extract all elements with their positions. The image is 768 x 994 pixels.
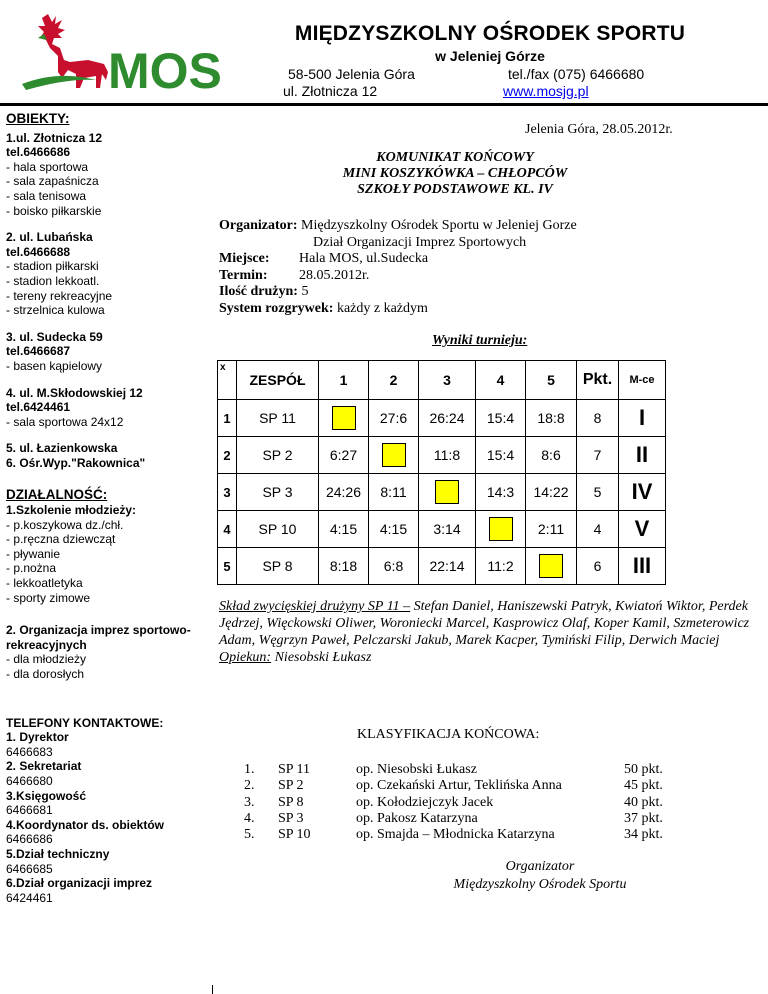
contact-number: 6466681 xyxy=(6,803,53,818)
list-item: SP 3 xyxy=(278,810,304,826)
header-phone: tel./fax (075) 6466680 xyxy=(508,66,645,82)
organizator-dept: Dział Organizacji Imprez Sportowych xyxy=(313,234,527,250)
place-cell: III xyxy=(619,548,666,585)
termin-value: 28.05.2012r. xyxy=(299,267,370,283)
score-cell: 22:14 xyxy=(419,548,476,585)
facility-item: - sala tenisowa xyxy=(6,188,87,203)
score-cell: 6:8 xyxy=(369,548,419,585)
team-cell: SP 3 xyxy=(237,474,319,511)
points-cell: 6 xyxy=(577,548,619,585)
points-cell: 7 xyxy=(577,437,619,474)
score-cell: 2:11 xyxy=(526,511,577,548)
address-street: ul. Złotnicza 12 xyxy=(283,83,378,99)
score-cell: 6:27 xyxy=(319,437,369,474)
mos-logo xyxy=(18,8,223,100)
list-item: 5. xyxy=(244,827,255,843)
table-row xyxy=(218,400,666,437)
facility-tel: tel.6466686 xyxy=(6,145,71,160)
winning-team-roster xyxy=(219,598,759,666)
place-cell: IV xyxy=(619,474,666,511)
list-item: SP 2 xyxy=(278,778,304,794)
facility-item: - tereny rekreacyjne xyxy=(6,288,113,303)
address-postal: 58-500 Jelenia Góra xyxy=(288,66,415,82)
list-item: 50 pkt. xyxy=(624,762,663,777)
table-row xyxy=(218,511,666,548)
ilosc-label: Ilość drużyn: xyxy=(219,284,298,299)
table-row xyxy=(218,548,666,585)
activity-item: - dla młodzieży xyxy=(6,652,87,667)
score-cell: 8:6 xyxy=(526,437,577,474)
system-label: System rozgrywek: xyxy=(219,300,334,316)
self-match-cell xyxy=(319,400,369,437)
organizator-value: Międzyszkolny Ośrodek Sportu w Jeleniej Gorze xyxy=(301,218,577,233)
facility-1 xyxy=(6,131,206,219)
self-match-marker xyxy=(489,517,513,541)
self-match-marker xyxy=(382,443,406,467)
self-match-cell xyxy=(369,437,419,474)
list-item: SP 11 xyxy=(278,762,311,777)
score-cell: 3:14 xyxy=(419,511,476,548)
facility-tel: tel.6466688 xyxy=(6,244,71,259)
score-cell: 26:24 xyxy=(419,400,476,437)
signature-line: Międzyszkolny Ośrodek Sportu xyxy=(453,877,627,892)
facility-3 xyxy=(6,330,206,374)
points-cell: 5 xyxy=(577,474,619,511)
facility-4 xyxy=(6,386,206,430)
score-cell: 27:6 xyxy=(369,400,419,437)
team-cell: SP 10 xyxy=(237,511,319,548)
komunikat-title xyxy=(300,150,610,198)
activity-item: - sporty zimowe xyxy=(6,590,91,605)
facility-item: - strzelnica kulowa xyxy=(6,303,105,318)
score-cell: 4:15 xyxy=(369,511,419,548)
list-item: op. Pakosz Katarzyna xyxy=(356,810,478,826)
team-cell: SP 8 xyxy=(237,548,319,585)
facility-5 xyxy=(6,441,206,470)
row-number: 5 xyxy=(218,548,237,585)
list-item: 3. xyxy=(244,794,255,810)
facility-item: - hala sportowa xyxy=(6,159,89,174)
termin-label: Termin: xyxy=(219,267,268,283)
contact-label: 5.Dział techniczny xyxy=(6,846,110,861)
activity-title: 1.Szkolenie młodzieży: xyxy=(6,503,137,518)
list-item: 45 pkt. xyxy=(624,778,663,794)
facility-item: - basen kąpielowy xyxy=(6,358,103,373)
sidebar-divider xyxy=(212,985,213,994)
score-cell: 11:8 xyxy=(419,437,476,474)
event-info xyxy=(219,218,577,317)
facility-title: 4. ul. M.Skłodowskiej 12 xyxy=(6,385,143,400)
score-cell: 14:3 xyxy=(476,474,526,511)
header-cell: 2 xyxy=(369,361,419,400)
team-column xyxy=(278,762,311,843)
score-cell: 15:4 xyxy=(476,400,526,437)
miejsce-value: Hala MOS, ul.Sudecka xyxy=(299,251,429,266)
score-cell: 4:15 xyxy=(319,511,369,548)
team-cell: SP 11 xyxy=(237,400,319,437)
header-cell: 4 xyxy=(476,361,526,400)
facility-item: - stadion lekkoatl. xyxy=(6,273,100,288)
header-divider xyxy=(0,103,768,106)
klasyfikacja-list xyxy=(244,762,684,847)
self-match-marker xyxy=(332,406,356,430)
list-item: 1. xyxy=(244,762,255,777)
table-row xyxy=(218,474,666,511)
row-number: 2 xyxy=(218,437,237,474)
organizer-signature xyxy=(440,858,640,894)
points-cell: 8 xyxy=(577,400,619,437)
score-cell: 24:26 xyxy=(319,474,369,511)
header-cell: ZESPÓŁ xyxy=(237,361,319,400)
header-cell: 5 xyxy=(526,361,577,400)
roster-label: Skład zwycięskiej drużyny SP 11 – xyxy=(219,599,411,614)
contact-label: 3.Księgowość xyxy=(6,788,87,803)
facility-title: 5. ul. Łazienkowska xyxy=(6,441,118,456)
facility-title: 6. Ośr.Wyp."Rakownica" xyxy=(6,455,146,470)
website-link[interactable]: www.mosjg.pl xyxy=(503,83,589,99)
self-match-marker xyxy=(435,480,459,504)
list-item: 40 pkt. xyxy=(624,794,663,810)
activity-item: - p.ręczna dziewcząt xyxy=(6,532,116,547)
list-item: op. Smajda – Młodnicka Katarzyna xyxy=(356,827,555,843)
results-table xyxy=(217,360,666,585)
table-row xyxy=(218,437,666,474)
score-cell: 11:2 xyxy=(476,548,526,585)
list-item: SP 10 xyxy=(278,827,311,843)
score-cell: 14:22 xyxy=(526,474,577,511)
coach-column xyxy=(356,762,562,843)
dzialalnosc-heading: DZIAŁALNOŚĆ: xyxy=(6,487,108,503)
signature-line: Organizator xyxy=(505,859,575,874)
activity-item: - pływanie xyxy=(6,546,61,561)
header-cell: 1 xyxy=(319,361,369,400)
contact-number: 6424461 xyxy=(6,890,53,905)
list-item: 37 pkt. xyxy=(624,810,663,826)
opiekun-label: Opiekun: xyxy=(219,650,272,665)
self-match-cell xyxy=(419,474,476,511)
logo-text: MOS xyxy=(108,43,222,99)
points-cell: 4 xyxy=(577,511,619,548)
contact-number: 6466685 xyxy=(6,861,53,876)
score-cell: 8:11 xyxy=(369,474,419,511)
komunikat-line: SZKOŁY PODSTAWOWE KL. IV xyxy=(357,182,553,197)
ilosc-value: 5 xyxy=(301,284,309,299)
activity-item: - p.nożna xyxy=(6,561,57,576)
score-cell: 15:4 xyxy=(476,437,526,474)
list-item: op. Czekański Artur, Teklińska Anna xyxy=(356,778,562,794)
facility-item: - sala zapaśnicza xyxy=(6,174,99,189)
obiekty-heading: OBIEKTY: xyxy=(6,111,70,126)
facility-2 xyxy=(6,230,206,318)
contact-label: 2. Sekretariat xyxy=(6,759,82,774)
place-cell: II xyxy=(619,437,666,474)
row-number: 1 xyxy=(218,400,237,437)
list-item: 4. xyxy=(244,810,255,826)
place-cell: I xyxy=(619,400,666,437)
header-cell: 3 xyxy=(419,361,476,400)
self-match-cell xyxy=(526,548,577,585)
contact-label: 4.Koordynator ds. obiektów xyxy=(6,817,165,832)
wyniki-heading: Wyniki turnieju: xyxy=(432,333,528,348)
list-item: 34 pkt. xyxy=(624,827,663,843)
team-cell: SP 2 xyxy=(237,437,319,474)
facility-tel: tel.6466687 xyxy=(6,344,71,359)
org-title: MIĘDZYSZKOLNY OŚRODEK SPORTU xyxy=(294,22,686,45)
komunikat-line: KOMUNIKAT KOŃCOWY xyxy=(376,150,534,165)
facility-item: - stadion piłkarski xyxy=(6,259,99,274)
place-cell: V xyxy=(619,511,666,548)
corner-cell: x xyxy=(218,361,237,400)
header-cell: Pkt. xyxy=(577,361,619,400)
org-subtitle: w Jeleniej Górze xyxy=(435,48,545,64)
table-header-row xyxy=(218,361,666,400)
activity-title: 2. Organizacja imprez sportowo-rekreacyjnych xyxy=(6,623,191,652)
contact-label: 1. Dyrektor xyxy=(6,730,69,745)
row-number: 3 xyxy=(218,474,237,511)
klasyfikacja-heading: KLASYFIKACJA KOŃCOWA: xyxy=(357,727,540,742)
list-item: op. Kołodziejczyk Jacek xyxy=(356,794,494,810)
self-match-marker xyxy=(539,554,563,578)
list-item: op. Niesobski Łukasz xyxy=(356,762,477,777)
activity-item: - lekkoatletyka xyxy=(6,576,83,591)
list-item: SP 8 xyxy=(278,794,304,810)
list-item: 2. xyxy=(244,778,255,794)
system-value: każdy z każdym xyxy=(336,300,428,316)
contact-label: 6.Dział organizacji imprez xyxy=(6,876,153,891)
score-cell: 8:18 xyxy=(319,548,369,585)
score-cell: 18:8 xyxy=(526,400,577,437)
contact-number: 6466686 xyxy=(6,832,53,847)
sidebar xyxy=(6,112,206,905)
facility-item: - sala sportowa 24x12 xyxy=(6,414,124,429)
activity-item: - p.koszykowa dz./chł. xyxy=(6,517,124,532)
facility-item: - boisko piłkarskie xyxy=(6,203,102,218)
miejsce-label: Miejsce: xyxy=(219,251,270,266)
self-match-cell xyxy=(476,511,526,548)
opiekun-name: Niesobski Łukasz xyxy=(274,650,372,665)
pos-column xyxy=(244,762,255,843)
roster-names: Stefan Daniel, Haniszewski Patryk, Kwiatoń Wiktor, Perdek Jędrzej, Więckowski Oliwer, Woroniecki Marcel, Kasprowicz Olaf, Koper Kamil, Szmeterowicz Adam, Węgrzyn Paweł, Pelczarski Jakub, Marek Kacper, Tymiński Filip, Derwich Maciej xyxy=(219,599,750,648)
organizator-label: Organizator: xyxy=(219,218,298,233)
grass-icon xyxy=(22,76,96,90)
facility-tel: tel.6424461 xyxy=(6,400,71,415)
document-date: Jelenia Góra, 28.05.2012r. xyxy=(525,122,673,137)
facility-title: 3. ul. Sudecka 59 xyxy=(6,329,103,344)
row-number: 4 xyxy=(218,511,237,548)
contact-number: 6466680 xyxy=(6,773,53,788)
header-cell: M-ce xyxy=(619,361,666,400)
facility-title: 1.ul. Złotnicza 12 xyxy=(6,130,103,145)
facility-title: 2. ul. Lubańska xyxy=(6,230,93,245)
telefony-heading: TELEFONY KONTAKTOWE: xyxy=(6,715,164,730)
points-column xyxy=(624,762,663,843)
komunikat-line: MINI KOSZYKÓWKA – CHŁOPCÓW xyxy=(342,166,568,181)
activity-item: - dla dorosłych xyxy=(6,667,85,681)
contact-number: 6466683 xyxy=(6,744,53,759)
